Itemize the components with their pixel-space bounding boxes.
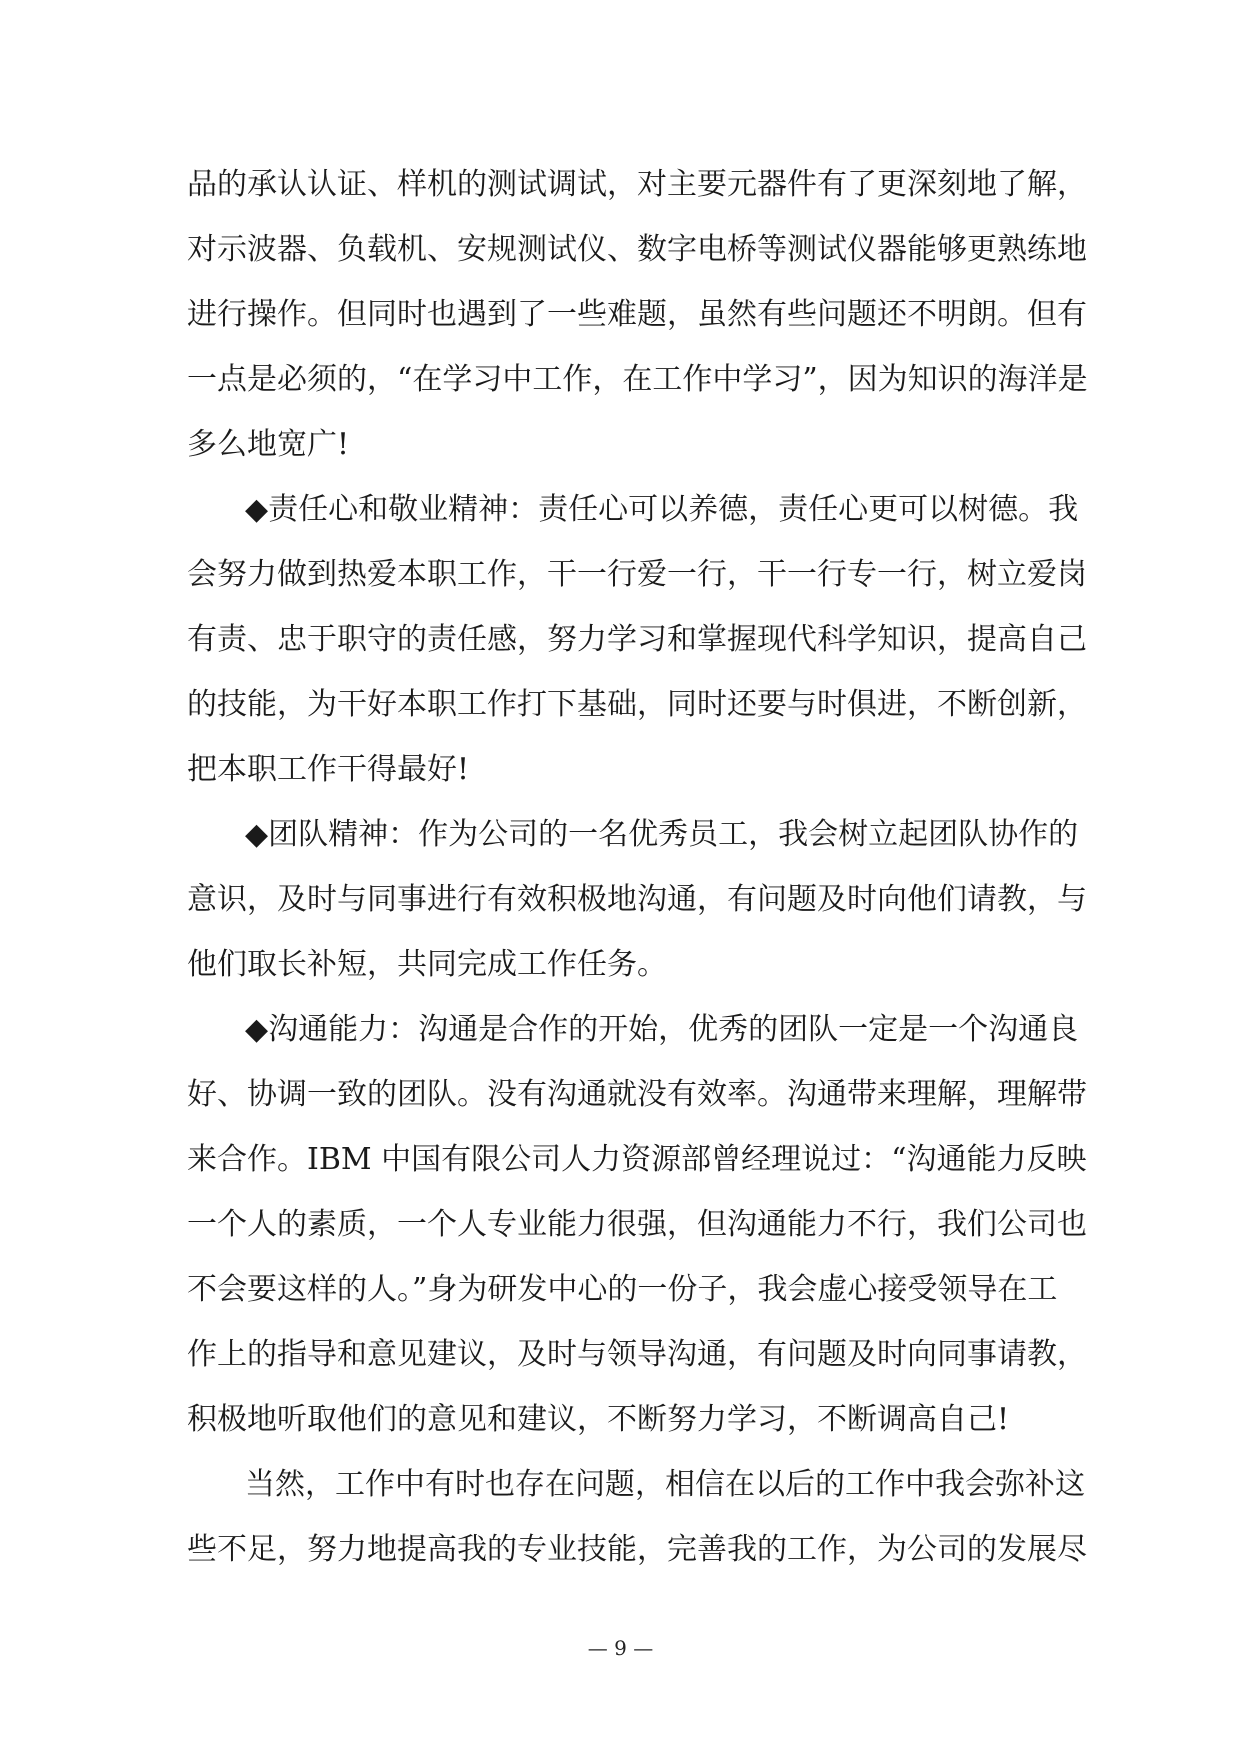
text-line: 一点是必须的，“在学习中工作，在工作中学习”，因为知识的海洋是 [187, 362, 1088, 397]
text-line: 有责、忠于职守的责任感，努力学习和掌握现代科学知识，提高自己 [187, 622, 1087, 657]
text-line: 把本职工作干得最好! [187, 752, 470, 787]
text-line: 来合作。IBM 中国有限公司人力资源部曾经理说过：“沟通能力反映 [187, 1142, 1087, 1177]
text-line: 会努力做到热爱本职工作，干一行爱一行，干一行专一行，树立爱岗 [187, 557, 1087, 592]
paragraph-teamwork-start: ◆团队精神：作为公司的一名优秀员工，我会树立起团队协作的 [245, 817, 1079, 852]
text-line: 进行操作。但同时也遇到了一些难题，虽然有些问题还不明朗。但有 [187, 297, 1087, 332]
page-number: — 9 — [587, 1636, 654, 1660]
body-text [187, 152, 1088, 1582]
text-line: 不会要这样的人。”身为研发中心的一份子，我会虚心接受领导在工 [187, 1272, 1058, 1307]
text-line: 的技能，为干好本职工作打下基础，同时还要与时俱进，不断创新， [187, 687, 1087, 722]
text-line: 些不足，努力地提高我的专业技能，完善我的工作，为公司的发展尽 [187, 1532, 1087, 1567]
paragraph-communication-start: ◆沟通能力：沟通是合作的开始，优秀的团队一定是一个沟通良 [245, 1012, 1079, 1047]
text-line: 多么地宽广! [187, 427, 350, 462]
text-line: 好、协调一致的团队。没有沟通就没有效率。沟通带来理解，理解带 [187, 1077, 1087, 1112]
text-line: 品的承认认证、样机的测试调试，对主要元器件有了更深刻地了解， [187, 167, 1087, 202]
text-line: 作上的指导和意见建议，及时与领导沟通，有问题及时向同事请教， [187, 1337, 1087, 1372]
text-line: 积极地听取他们的意见和建议，不断努力学习，不断调高自己! [187, 1402, 1010, 1437]
text-line: 意识，及时与同事进行有效积极地沟通，有问题及时向他们请教，与 [187, 882, 1087, 917]
paragraph-conclusion-start: 当然，工作中有时也存在问题，相信在以后的工作中我会弥补这 [245, 1467, 1085, 1502]
paragraph-responsibility-start: ◆责任心和敬业精神：责任心可以养德，责任心更可以树德。我 [245, 492, 1079, 527]
text-line: 一个人的素质，一个人专业能力很强，但沟通能力不行，我们公司也 [187, 1207, 1087, 1242]
text-line: 他们取长补短，共同完成工作任务。 [187, 947, 667, 982]
text-line: 对示波器、负载机、安规测试仪、数字电桥等测试仪器能够更熟练地 [187, 232, 1087, 267]
